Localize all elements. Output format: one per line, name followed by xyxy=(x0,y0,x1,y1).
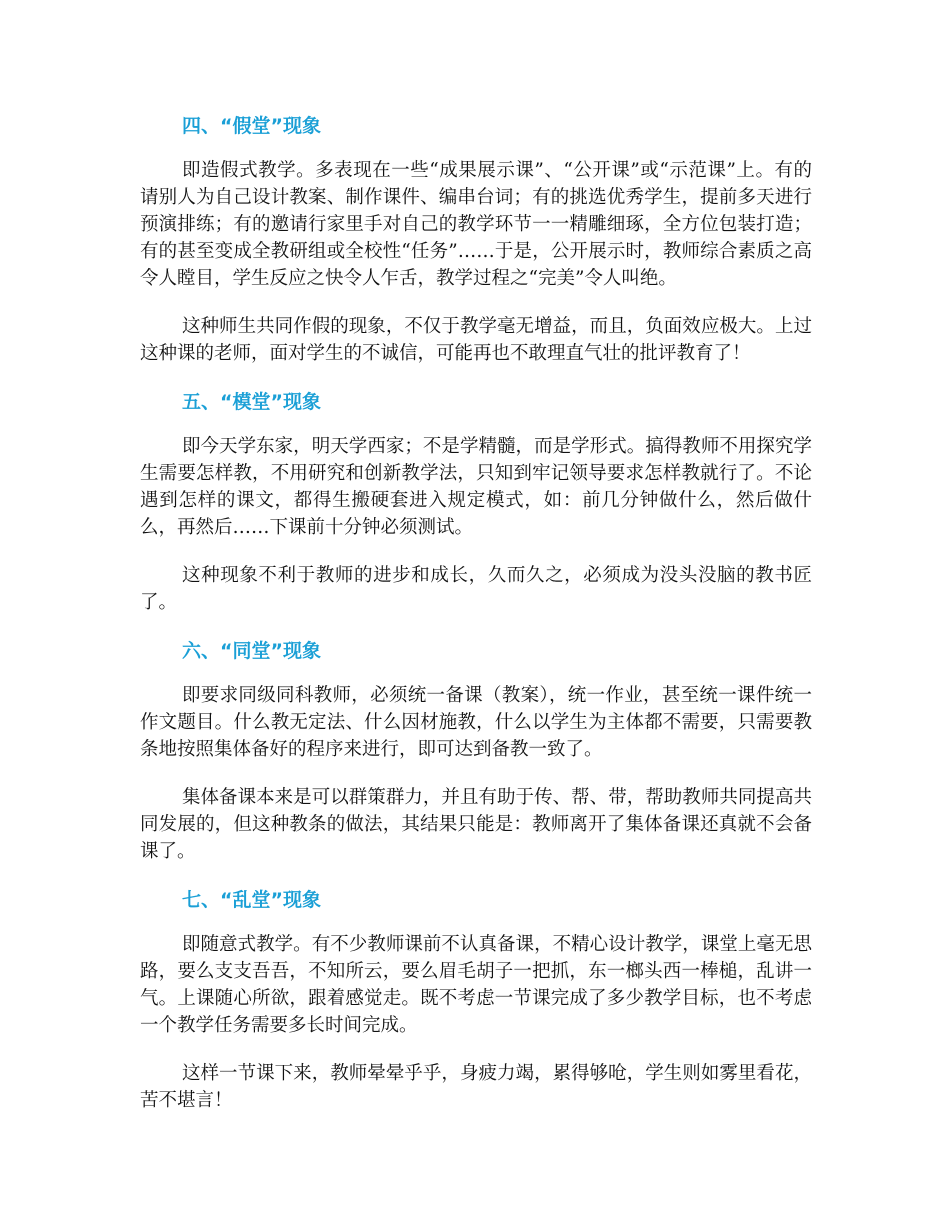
paragraph: 即随意式教学。有不少教师课前不认真备课，不精心设计教学，课堂上毫无思路，要么支支吾吾，不知所云，要么眉毛胡子一把抓，东一榔头西一棒槌，乱讲一气。上课随心所欲，跟着感觉走。既不考虑一节课完成了多少教学目标，也不考虑一个教学任务需要多长时间完成。 xyxy=(140,934,812,1036)
paragraph: 集体备课本来是可以群策群力，并且有助于传、帮、带，帮助教师共同提高共同发展的，但这种教条的做法，其结果只能是：教师离开了集体备课还真就不会备课了。 xyxy=(140,787,812,862)
section-heading: 四、“假堂”现象 xyxy=(182,115,321,137)
paragraph: 这样一节课下来，教师晕晕乎乎，身疲力竭，累得够呛，学生则如雾里看花，苦不堪言！ xyxy=(140,1063,812,1111)
paragraph: 这种师生共同作假的现象，不仅于教学毫无增益，而且，负面效应极大。上过这种课的老师，面对学生的不诚信，可能再也不敢理直气壮的批评教育了！ xyxy=(140,316,812,364)
section-5 xyxy=(140,388,812,637)
section-heading: 六、“同堂”现象 xyxy=(182,640,321,662)
section-7 xyxy=(140,886,812,1114)
section-4 xyxy=(140,112,812,388)
paragraph: 即要求同级同科教师，必须统一备课（教案），统一作业，甚至统一课件统一作文题目。什么教无定法、什么因材施教，什么以学生为主体都不需要，只需要教条地按照集体备好的程序来进行，即可达到备教一致了。 xyxy=(140,685,812,760)
paragraph: 即今天学东家，明天学西家；不是学精髓，而是学形式。搞得教师不用探究学生需要怎样教，不用研究和创新教学法，只知到牢记领导要求怎样教就行了。不论遇到怎样的课文，都得生搬硬套进入规定模式，如：前几分钟做什么，然后做什么，再然后……下课前十分钟必须测试。 xyxy=(140,436,812,538)
section-heading: 七、“乱堂”现象 xyxy=(182,889,321,911)
paragraph: 即造假式教学。多表现在一些“成果展示课”、“公开课”或“示范课”上。有的请别人为自己设计教案、制作课件、编串台词；有的挑选优秀学生，提前多天进行预演排练；有的邀请行家里手对自己的教学环节一一精雕细琢，全方位包装打造；有的甚至变成全教研组或全校性“任务”……于是，公开展示时，教师综合素质之高令人瞠目，学生反应之快令人乍舌，教学过程之“完美”令人叫绝。 xyxy=(140,160,812,289)
section-heading: 五、“模堂”现象 xyxy=(182,391,321,413)
section-6 xyxy=(140,637,812,886)
paragraph: 这种现象不利于教师的进步和成长，久而久之，必须成为没头没脑的教书匠了。 xyxy=(140,565,812,613)
document-page xyxy=(140,112,812,1114)
